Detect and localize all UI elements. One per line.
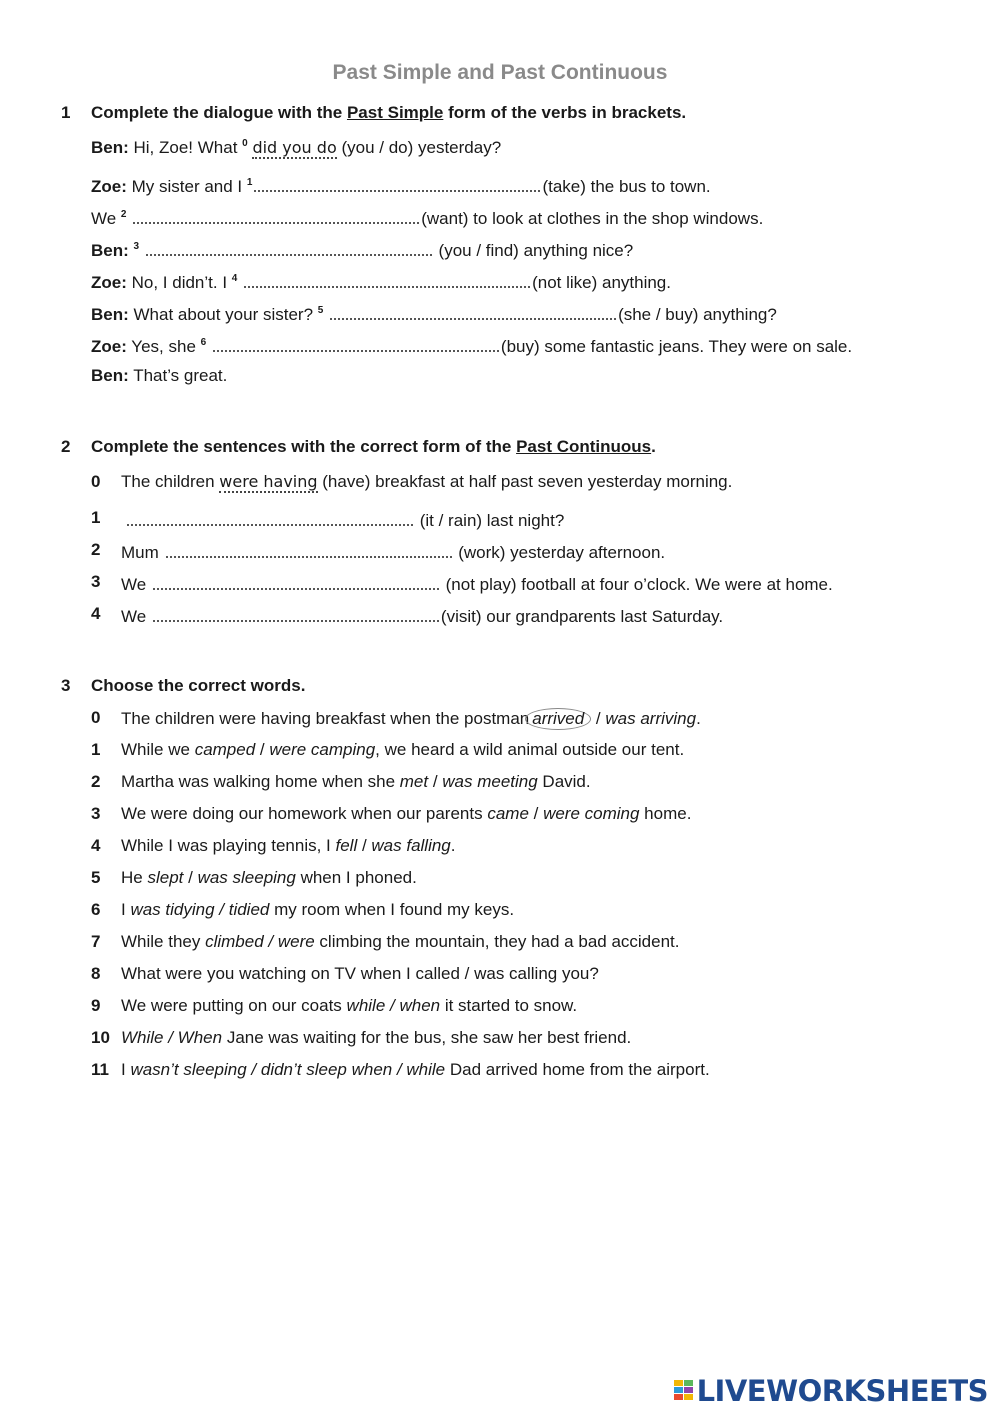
item-text: We were doing our homework when our parents came / were coming home.	[121, 804, 692, 823]
item-number: 1	[91, 740, 101, 759]
item-text: While I was playing tennis, I fell / was falling.	[121, 836, 456, 855]
answer-blank-1[interactable]	[254, 174, 540, 192]
item-text: While they climbed / were climbing the mountain, they had a bad accident.	[121, 932, 680, 951]
dialogue-line-7: Ben: That’s great.	[91, 366, 228, 385]
answer-blank-s1[interactable]	[127, 508, 413, 526]
exercise-number: 1	[61, 103, 71, 122]
item-number: 10	[91, 1028, 110, 1047]
item-number: 6	[91, 900, 101, 919]
option-first[interactable]: camped	[194, 740, 256, 759]
option-second[interactable]: was arriving	[605, 709, 697, 728]
item-number: 9	[91, 996, 101, 1015]
exercise-instruction: Complete the dialogue with the Past Simple form of the verbs in brackets.	[91, 103, 687, 122]
option-first[interactable]: fell	[335, 836, 358, 855]
item-text: The children were having breakfast when the postman arrived / was arriving.	[121, 709, 701, 728]
answer-blank-s3[interactable]	[153, 572, 439, 590]
item-number: 0	[91, 708, 101, 727]
item-text: I wasn’t sleeping / didn’t sleep when / while Dad arrived home from the airport.	[121, 1060, 710, 1079]
dialogue-line-5: Ben: What about your sister? $^5$ (she / buy) anything?	[91, 302, 777, 325]
item-text: We were putting on our coats while / when it started to snow.	[121, 996, 578, 1015]
option-second[interactable]: was sleeping	[197, 868, 296, 887]
option-second[interactable]: was meeting	[442, 772, 538, 791]
option-first[interactable]: slept	[147, 868, 184, 887]
exercise-instruction: Complete the sentences with the correct form of the Past Continuous.	[91, 437, 656, 456]
option-second[interactable]: was falling	[371, 836, 451, 855]
dialogue-line-1: Zoe: My sister and I $^1$ (take) the bus to town.	[91, 174, 711, 197]
example-answer: did you do	[252, 138, 337, 157]
option-first[interactable]: was tidying / tidied	[130, 900, 270, 919]
item-text: I was tidying / tidied my room when I found my keys.	[121, 900, 515, 919]
answer-blank-s4[interactable]	[153, 604, 439, 622]
item-text: What were you watching on TV when I called / was calling you?	[121, 964, 599, 983]
answer-blank-6[interactable]	[213, 334, 499, 352]
speaker: Ben:	[91, 138, 129, 157]
dialogue-line-2: We $^2$ (want) to look at clothes in the shop windows.	[91, 206, 763, 229]
answer-blank-s2[interactable]	[166, 540, 452, 558]
liveworksheets-logo-mark-icon	[674, 1378, 694, 1404]
item-number: 11	[91, 1060, 109, 1079]
option-first[interactable]: came	[487, 804, 529, 823]
answer-blank-5[interactable]	[330, 302, 616, 320]
option-first[interactable]: While / When	[121, 1028, 223, 1047]
option-first[interactable]: arrived	[525, 708, 591, 730]
option-first[interactable]: climbed / were	[205, 932, 315, 951]
item-number: 3	[91, 804, 101, 823]
option-second[interactable]: were coming	[543, 804, 640, 823]
item-number: 2	[91, 772, 101, 791]
item-number: 7	[91, 932, 101, 951]
dialogue-line-4: Zoe: No, I didn’t. I $^4$ (not like) anything.	[91, 270, 671, 293]
page-title: Past Simple and Past Continuous	[332, 61, 668, 84]
answer-blank-3[interactable]	[146, 238, 432, 256]
option-first[interactable]: wasn’t sleeping / didn’t sleep when / while	[130, 1060, 446, 1079]
dialogue-line-3: Ben: $^3$ (you / find) anything nice?	[91, 238, 633, 261]
dialogue-line-0: Ben: Hi, Zoe! What $^0$ did you do (you / do) yesterday?	[91, 138, 502, 157]
exercise-instruction: Choose the correct words.	[91, 676, 306, 695]
option-first[interactable]: met	[399, 772, 429, 791]
dialogue-line-6: Zoe: Yes, she $^6$ (buy) some fantastic jeans. They were on sale.	[91, 334, 852, 357]
option-first[interactable]: while / when	[346, 996, 441, 1015]
item-text: While we camped / were camping, we heard a wild animal outside our tent.	[121, 740, 685, 759]
item-number: 5	[91, 868, 101, 887]
item-text: Martha was walking home when she met / was meeting David.	[121, 772, 591, 791]
item-number: 4	[91, 836, 101, 855]
item-text: While / When Jane was waiting for the bus, she saw her best friend.	[121, 1028, 632, 1047]
option-second[interactable]: were camping	[269, 740, 376, 759]
answer-blank-2[interactable]	[133, 206, 419, 224]
example-answer: were having	[219, 472, 318, 491]
item-text: He slept / was sleeping when I phoned.	[121, 868, 417, 887]
item-number: 8	[91, 964, 101, 983]
answer-blank-4[interactable]	[244, 270, 530, 288]
logo-text: LIVEWORKSHEETS	[696, 1374, 988, 1408]
liveworksheets-logo	[674, 1374, 988, 1408]
